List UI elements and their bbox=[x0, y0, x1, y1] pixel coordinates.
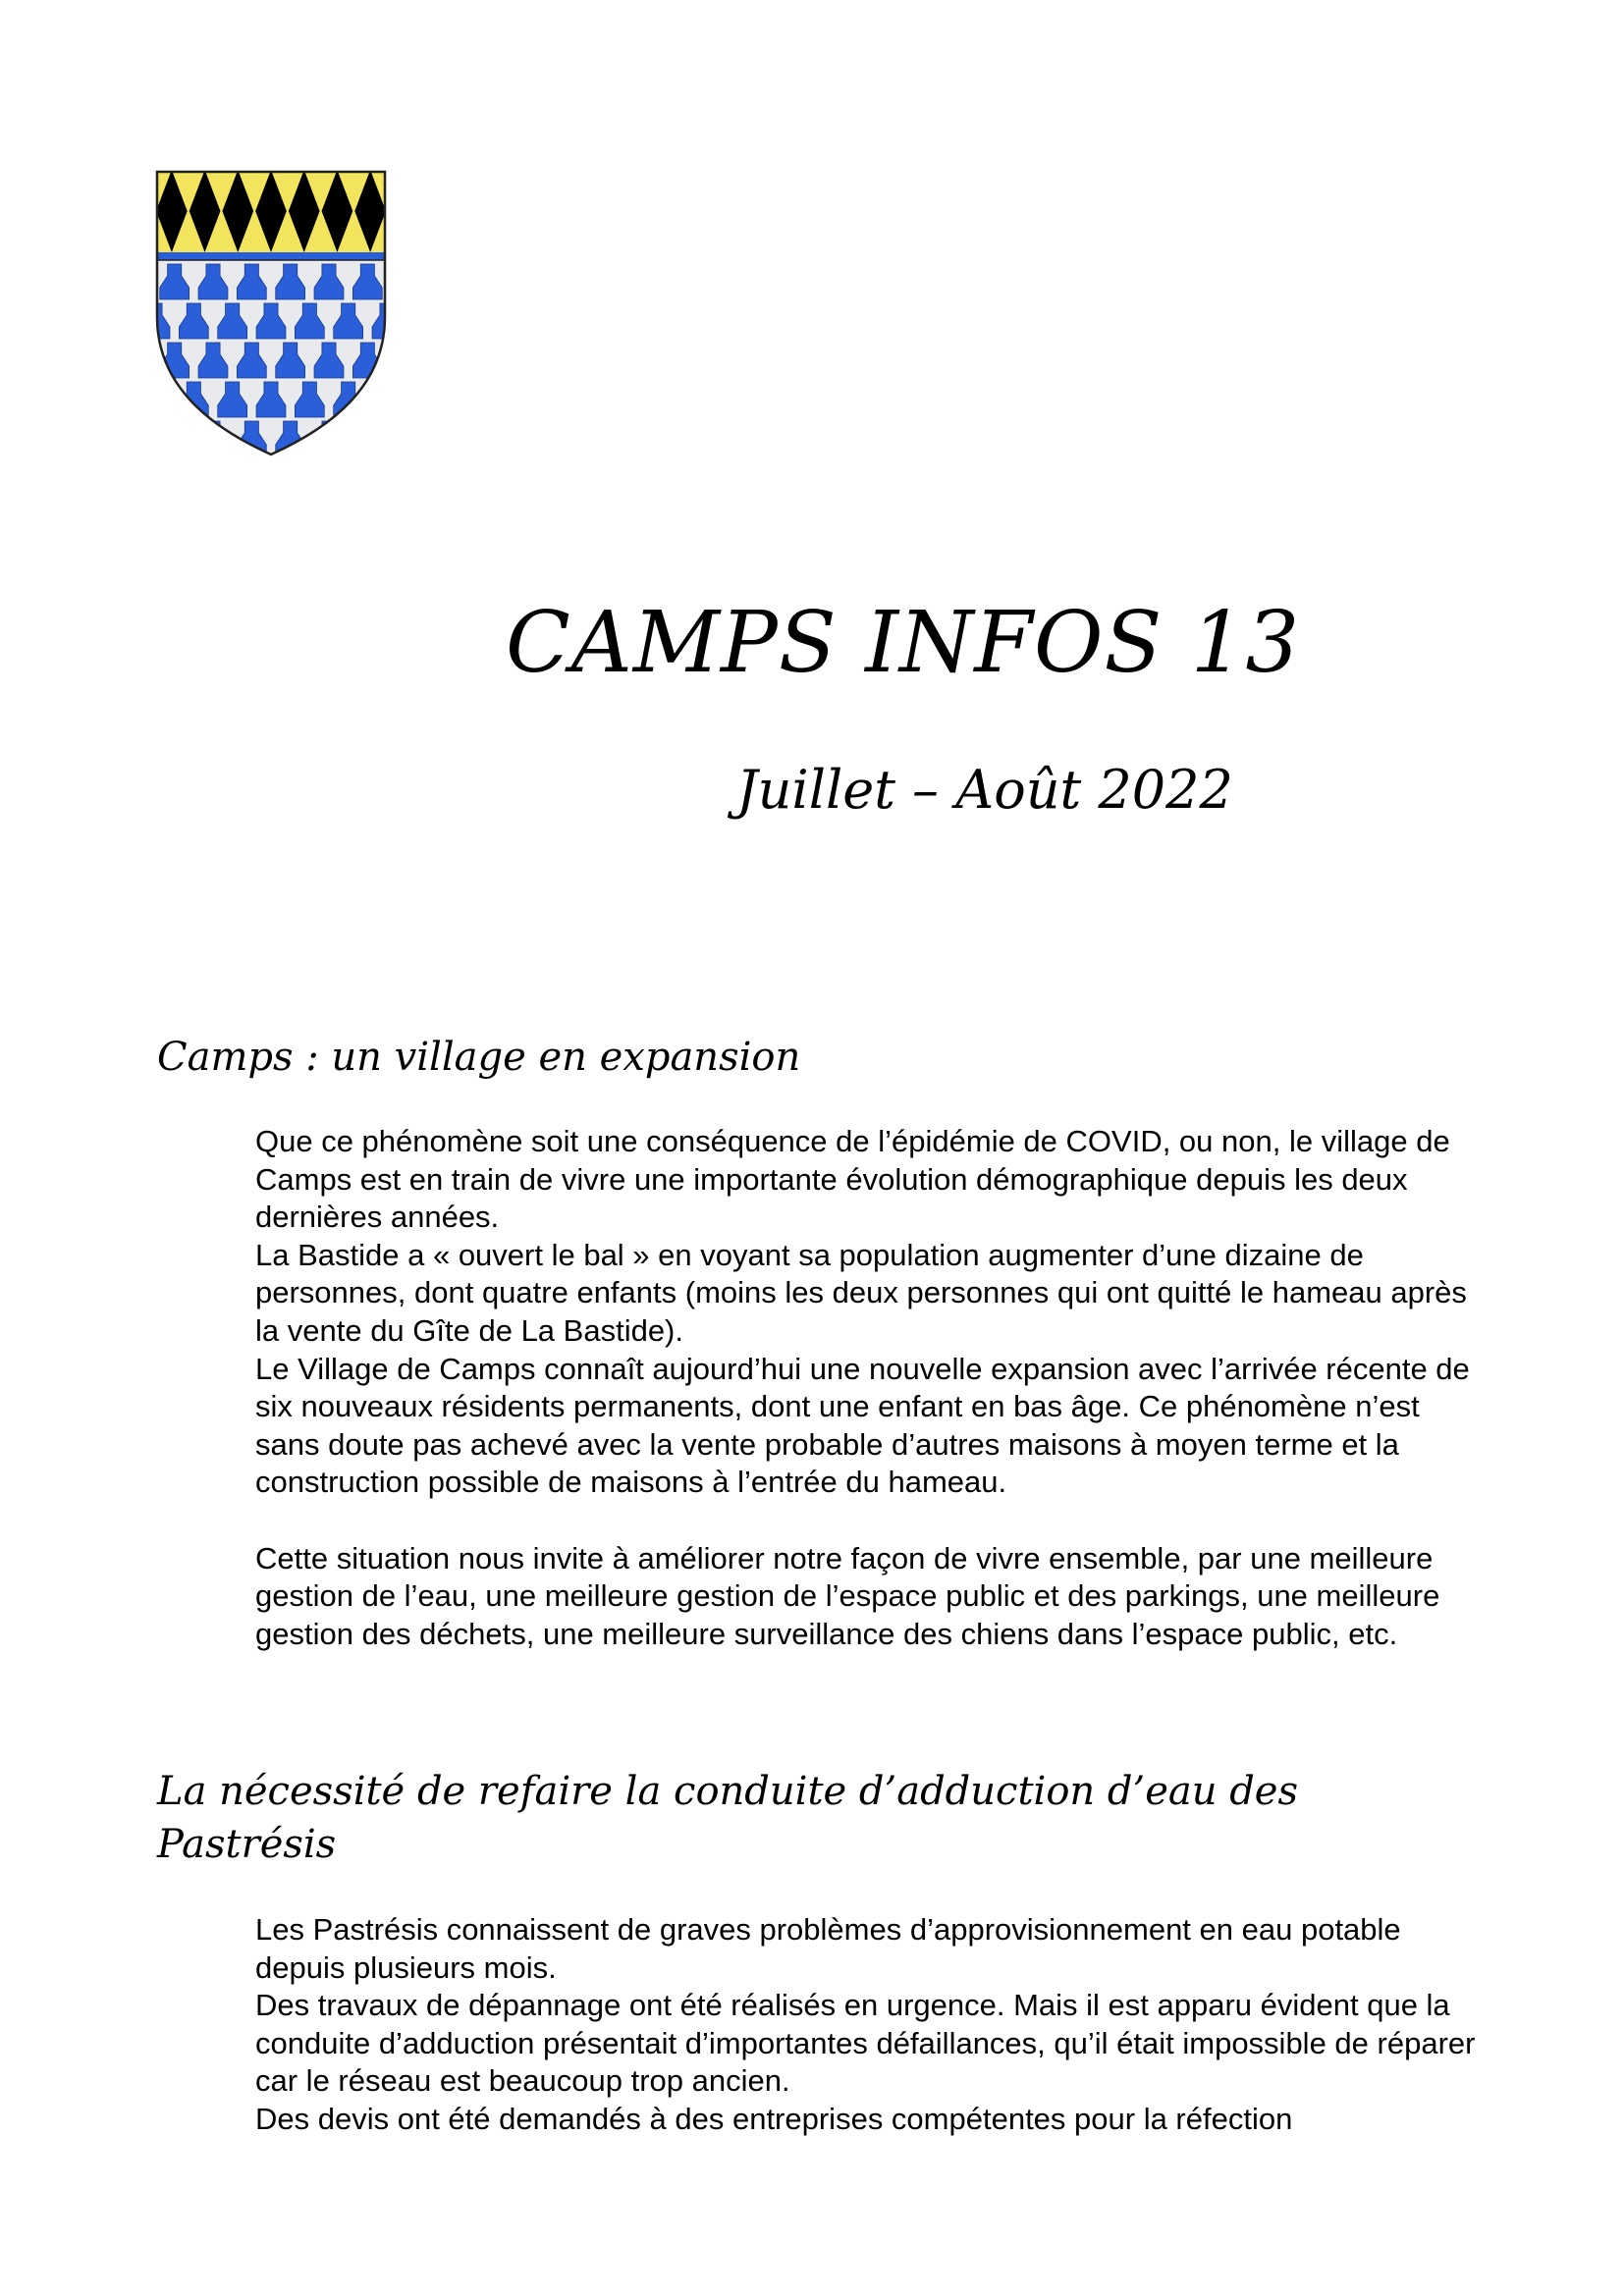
section-heading: La nécessité de refaire la conduite d’adduction d’eau des Pastrésis bbox=[157, 1769, 1298, 1867]
section-heading: Camps : un village en expansion bbox=[157, 1035, 801, 1080]
paragraph: Cette situation nous invite à améliorer notre façon de vivre ensemble, par une meilleure gestion de l’eau, une meilleure gestion de l’espace public et des parkings, une meilleure gestion des déchets, une meilleure surveillance des chiens dans l’espace public, etc. bbox=[255, 1540, 1440, 1651]
paragraph: Les Pastrésis connaissent de graves problèmes d’approvisionnement en eau potable depuis plusieurs mois. bbox=[255, 1912, 1401, 1985]
paragraph: Que ce phénomène soit une conséquence de l’épidémie de COVID, ou non, le village de Camps est en train de vivre une importante évolution démographique depuis les deux dernières années. bbox=[255, 1124, 1450, 1235]
paragraph: Des travaux de dépannage ont été réalisés en urgence. Mais il est apparu évident que la conduite d’adduction présentait d’importantes défaillances, qu’il était impossible de réparer car le réseau est beaucoup trop ancien. bbox=[255, 1988, 1476, 2099]
paragraph: Des devis ont été demandés à des entreprises compétentes pour la réfection bbox=[255, 2101, 1293, 2136]
coat-of-arms-icon bbox=[155, 170, 387, 456]
issue-date: Juillet – Août 2022 bbox=[736, 759, 1233, 821]
newsletter-title: CAMPS INFOS 13 bbox=[506, 594, 1301, 692]
section-body bbox=[255, 1911, 1483, 2139]
paragraph: La Bastide a « ouvert le bal » en voyant sa population augmenter d’une dizaine de personnes, dont quatre enfants (moins les deux personnes qui ont quitté le hameau après la vente du Gîte de La Bastide). bbox=[255, 1237, 1467, 1348]
paragraph: Le Village de Camps connaît aujourd’hui une nouvelle expansion avec l’arrivée récente de six nouveaux résidents permanents, dont une enfant en bas âge. Ce phénomène n’est sans doute pas achevé avec la vente probable d’autres maisons à moyen terme et la construction possible de maisons à l’entrée du hameau. bbox=[255, 1351, 1470, 1500]
section-body bbox=[255, 1123, 1483, 1653]
